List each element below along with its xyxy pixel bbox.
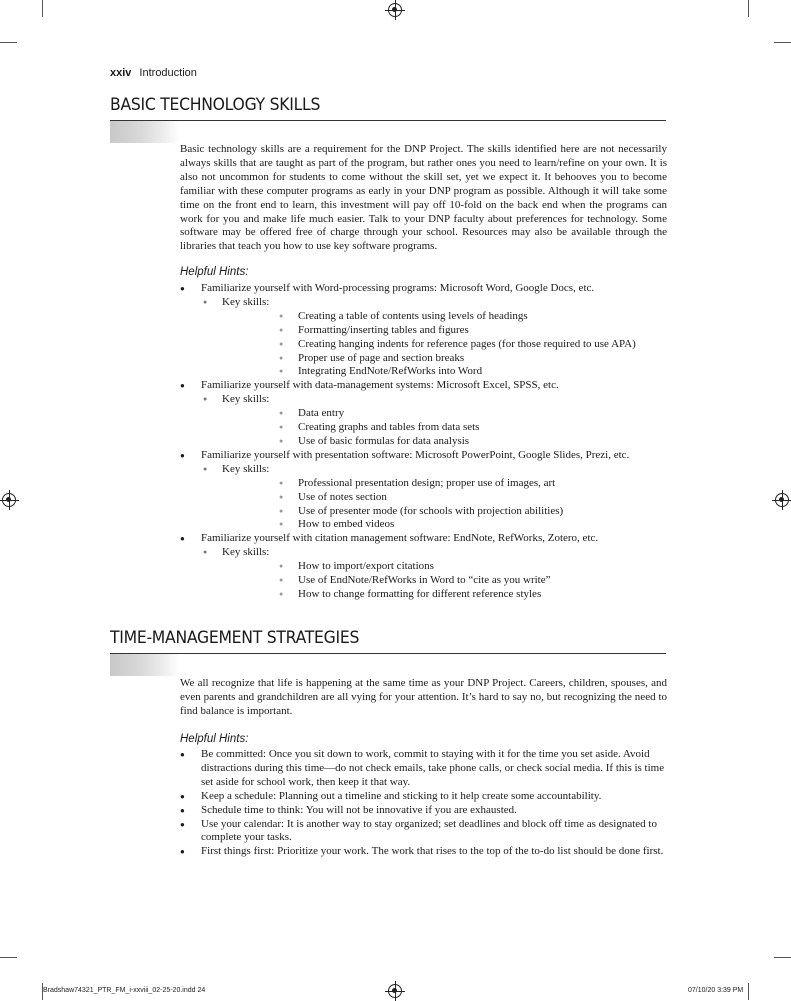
skill-item: ● Use of EndNote/RefWorks in Word to “cite as you write” (180, 574, 667, 588)
footer-date: 07/10/20 3:39 PM (688, 987, 744, 994)
section-shade (110, 654, 180, 676)
crop-mark (0, 957, 17, 958)
list-subitem: ● Key skills: (180, 463, 667, 477)
skill-item: ● Creating graphs and tables from data sets (180, 421, 667, 435)
skill-item: ● How to import/export citations (180, 560, 667, 574)
skill-item: ● Creating a table of contents using levels of headings (180, 310, 667, 324)
time-management-hints-list (180, 748, 667, 859)
page-number: xxiv (110, 67, 132, 79)
section-title-technology: BASIC TECHNOLOGY SKILLS (110, 95, 321, 115)
list-item: ● Use your calendar: It is another way to stay organized; set deadlines and block off time as designated to complete your tasks. (180, 818, 667, 846)
list-item: ● Familiarize yourself with data-management systems: Microsoft Excel, SPSS, etc. (180, 379, 667, 393)
registration-mark-icon (775, 493, 789, 507)
running-head-section: Introduction (139, 67, 197, 79)
running-head (110, 67, 197, 79)
list-item: ● Schedule time to think: You will not be innovative if you are exhausted. (180, 804, 667, 818)
skill-item: ● How to change formatting for different reference styles (180, 588, 667, 602)
skill-item: ● Formatting/inserting tables and figures (180, 324, 667, 338)
skill-item: ● Use of presenter mode (for schools with projection abilities) (180, 505, 667, 519)
list-item: ● Familiarize yourself with Word-processing programs: Microsoft Word, Google Docs, etc. (180, 282, 667, 296)
time-management-paragraph: We all recognize that life is happening at the same time as your DNP Project. Careers, children, spouses, and even parents and grandchildren are all vying for your attention. It’s hard to say no, but recognizing the need to find balance is important. (180, 677, 667, 717)
footer-file-name: Bradshaw74321_PTR_FM_i-xxviii_02-25-20.indd 24 (43, 987, 206, 994)
skill-item: ● Data entry (180, 407, 667, 421)
list-subitem: ● Key skills: (180, 546, 667, 560)
technology-paragraph: Basic technology skills are a requirement for the DNP Project. The skills identified here are not necessarily always skills that are taught as part of the program, but rather ones you need to learn/refine on your own. It is also not uncommon for students to come without the skill set, yet we expect it. It behooves you to become familiar with these computer programs as early in your DNP program as possible. Although it will take some time on the front end to learn, this investment will pay off 10-fold on the back end when the programs can work for you and make life much easier. Talk to your DNP faculty about preferences for technology. Some software may be offered free of charge through your school. Resources may also be available through the libraries that teach you how to use key software programs. (180, 143, 667, 253)
crop-mark (748, 0, 749, 17)
list-subitem: ● Key skills: (180, 296, 667, 310)
list-item: ● Be committed: Once you sit down to work, commit to staying with it for the time you set aside. Avoid distractions during this time—do not check emails, take phone calls, or check social media. If this is time set aside for school work, then keep it that way. (180, 748, 667, 790)
section-rule (110, 653, 666, 654)
technology-hints-list (180, 282, 667, 602)
skill-item: ● Integrating EndNote/RefWorks into Word (180, 365, 667, 379)
crop-mark (42, 0, 43, 17)
registration-mark-icon (388, 984, 402, 998)
section-shade (110, 121, 180, 143)
list-item: ● Familiarize yourself with citation management software: EndNote, RefWorks, Zotero, etc. (180, 532, 667, 546)
list-item: ● First things first: Prioritize your work. The work that rises to the top of the to-do list should be done first. (180, 845, 667, 859)
skill-item: ● How to embed videos (180, 518, 667, 532)
skill-item: ● Professional presentation design; proper use of images, art (180, 477, 667, 491)
skill-item: ● Proper use of page and section breaks (180, 352, 667, 366)
skill-item: ● Creating hanging indents for reference pages (for those required to use APA) (180, 338, 667, 352)
registration-mark-icon (2, 493, 16, 507)
crop-mark (0, 42, 17, 43)
section-rule (110, 120, 666, 121)
skill-item: ● Use of notes section (180, 491, 667, 505)
list-item: ● Keep a schedule: Planning out a timeline and sticking to it help create some accountability. (180, 790, 667, 804)
list-subitem: ● Key skills: (180, 393, 667, 407)
helpful-hints-label: Helpful Hints: (180, 733, 249, 745)
section-title-time-management: TIME-MANAGEMENT STRATEGIES (110, 628, 360, 648)
skill-item: ● Use of basic formulas for data analysis (180, 435, 667, 449)
list-item: ● Familiarize yourself with presentation software: Microsoft PowerPoint, Google Slides, Prezi, etc. (180, 449, 667, 463)
crop-mark (774, 42, 791, 43)
crop-mark (774, 957, 791, 958)
registration-mark-icon (388, 3, 402, 17)
helpful-hints-label: Helpful Hints: (180, 266, 249, 278)
crop-mark (748, 983, 749, 1000)
